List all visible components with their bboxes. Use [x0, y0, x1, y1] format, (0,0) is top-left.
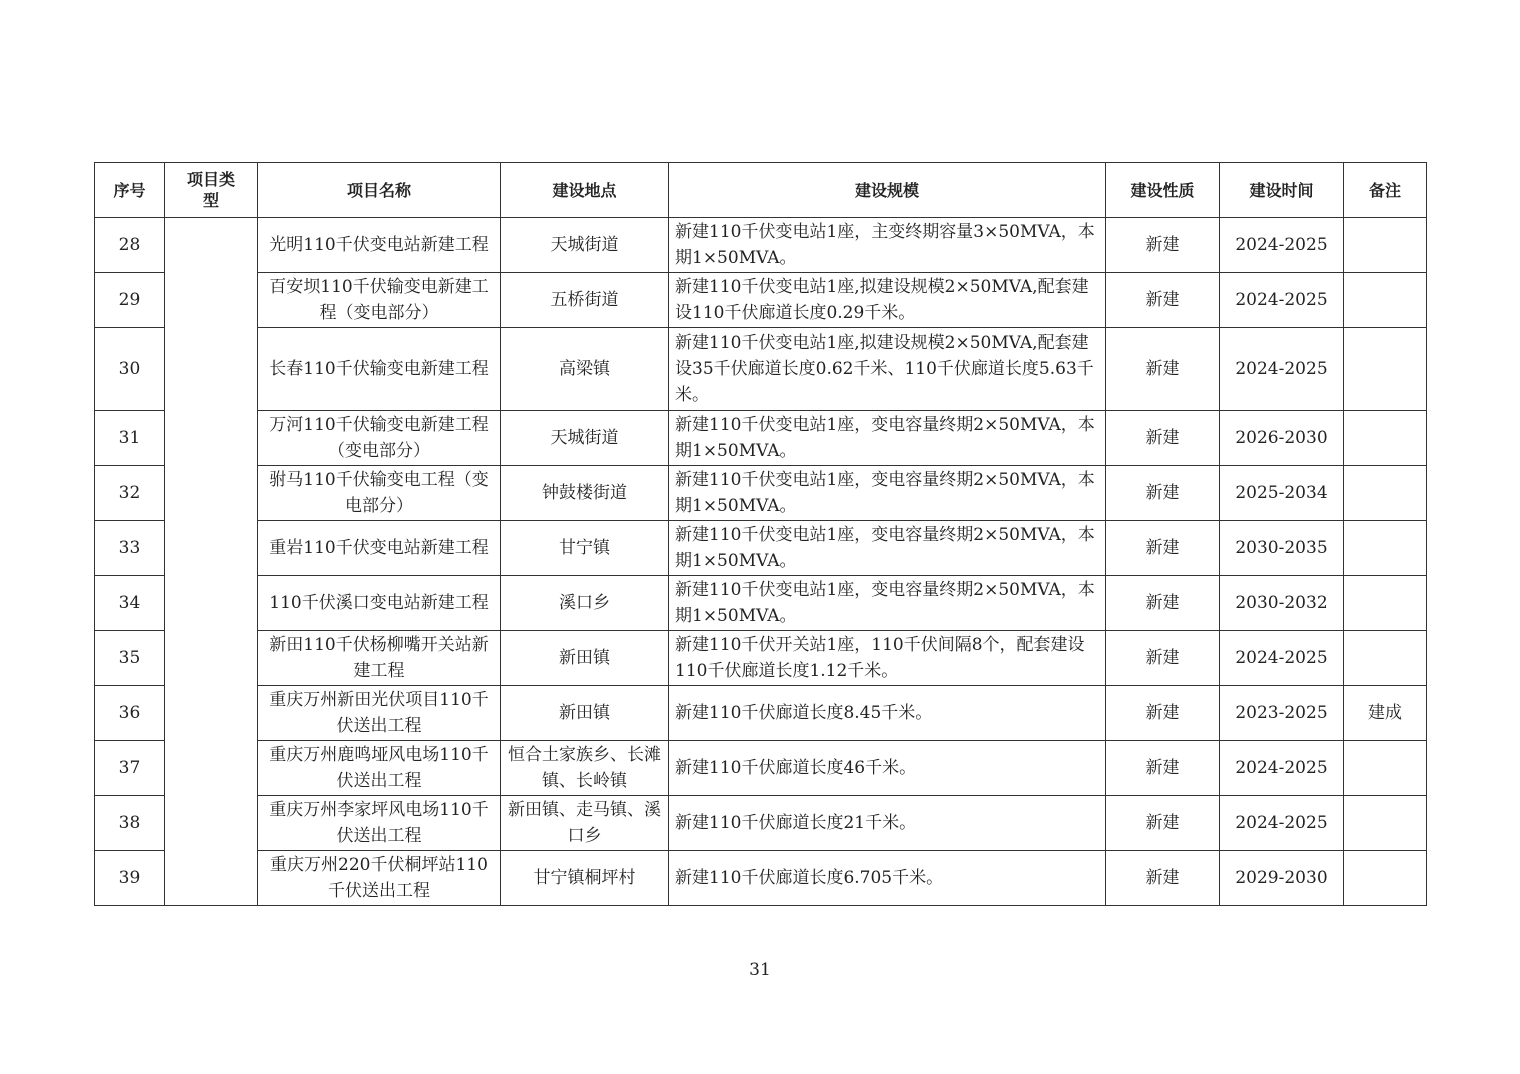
cell-note: [1344, 851, 1427, 906]
cell-note: [1344, 741, 1427, 796]
header-name: 项目名称: [258, 163, 501, 218]
cell-no: 37: [95, 741, 165, 796]
cell-nature: 新建: [1106, 796, 1220, 851]
table-row: [95, 273, 1427, 328]
cell-name: 重岩110千伏变电站新建工程: [258, 521, 501, 576]
cell-nature: 新建: [1106, 741, 1220, 796]
cell-nature: 新建: [1106, 328, 1220, 411]
cell-place: 天城街道: [501, 218, 669, 273]
cell-scale: 新建110千伏变电站1座,拟建设规模2×50MVA,配套建设110千伏廊道长度0.29千米。: [669, 273, 1106, 328]
cell-time: 2029-2030: [1220, 851, 1344, 906]
cell-note: [1344, 466, 1427, 521]
cell-name: 百安坝110千伏输变电新建工程（变电部分）: [258, 273, 501, 328]
cell-note: [1344, 576, 1427, 631]
cell-time: 2026-2030: [1220, 411, 1344, 466]
cell-scale: 新建110千伏变电站1座，变电容量终期2×50MVA，本期1×50MVA。: [669, 466, 1106, 521]
cell-place: 甘宁镇桐坪村: [501, 851, 669, 906]
cell-place: 钟鼓楼街道: [501, 466, 669, 521]
cell-time: 2024-2025: [1220, 218, 1344, 273]
cell-place: 甘宁镇: [501, 521, 669, 576]
table-row: [95, 631, 1427, 686]
table-row: [95, 521, 1427, 576]
cell-name: 长春110千伏输变电新建工程: [258, 328, 501, 411]
cell-no: 31: [95, 411, 165, 466]
cell-scale: 新建110千伏廊道长度8.45千米。: [669, 686, 1106, 741]
cell-nature: 新建: [1106, 218, 1220, 273]
cell-note: [1344, 328, 1427, 411]
cell-no: 38: [95, 796, 165, 851]
cell-place: 高梁镇: [501, 328, 669, 411]
cell-scale: 新建110千伏变电站1座，主变终期容量3×50MVA，本期1×50MVA。: [669, 218, 1106, 273]
cell-name: 重庆万州鹿鸣垭风电场110千伏送出工程: [258, 741, 501, 796]
cell-time: 2023-2025: [1220, 686, 1344, 741]
table-row: [95, 576, 1427, 631]
cell-name: 重庆万州220千伏桐坪站110千伏送出工程: [258, 851, 501, 906]
cell-time: 2024-2025: [1220, 741, 1344, 796]
cell-time: 2024-2025: [1220, 328, 1344, 411]
cell-place: 新田镇、走马镇、溪口乡: [501, 796, 669, 851]
header-scale: 建设规模: [669, 163, 1106, 218]
cell-scale: 新建110千伏变电站1座，变电容量终期2×50MVA，本期1×50MVA。: [669, 576, 1106, 631]
cell-time: 2025-2034: [1220, 466, 1344, 521]
cell-name: 驸马110千伏输变电工程（变电部分）: [258, 466, 501, 521]
cell-no: 36: [95, 686, 165, 741]
cell-time: 2030-2035: [1220, 521, 1344, 576]
table-header-row: [95, 163, 1427, 218]
header-place: 建设地点: [501, 163, 669, 218]
project-table: [94, 162, 1427, 906]
cell-no: 39: [95, 851, 165, 906]
table-row: [95, 686, 1427, 741]
cell-scale: 新建110千伏变电站1座，变电容量终期2×50MVA，本期1×50MVA。: [669, 521, 1106, 576]
header-type: 项目类型: [165, 163, 258, 218]
cell-name: 光明110千伏变电站新建工程: [258, 218, 501, 273]
cell-nature: 新建: [1106, 686, 1220, 741]
cell-nature: 新建: [1106, 273, 1220, 328]
cell-nature: 新建: [1106, 631, 1220, 686]
cell-time: 2030-2032: [1220, 576, 1344, 631]
cell-place: 天城街道: [501, 411, 669, 466]
header-no: 序号: [95, 163, 165, 218]
cell-no: 28: [95, 218, 165, 273]
cell-time: 2024-2025: [1220, 796, 1344, 851]
cell-type-merged: [165, 218, 258, 906]
cell-note: [1344, 631, 1427, 686]
table-row: [95, 796, 1427, 851]
table-row: [95, 741, 1427, 796]
cell-scale: 新建110千伏廊道长度46千米。: [669, 741, 1106, 796]
cell-no: 34: [95, 576, 165, 631]
cell-time: 2024-2025: [1220, 631, 1344, 686]
table-row: [95, 218, 1427, 273]
cell-scale: 新建110千伏廊道长度6.705千米。: [669, 851, 1106, 906]
cell-place: 溪口乡: [501, 576, 669, 631]
cell-nature: 新建: [1106, 411, 1220, 466]
cell-nature: 新建: [1106, 466, 1220, 521]
cell-name: 新田110千伏杨柳嘴开关站新建工程: [258, 631, 501, 686]
cell-nature: 新建: [1106, 851, 1220, 906]
cell-no: 30: [95, 328, 165, 411]
cell-place: 五桥街道: [501, 273, 669, 328]
cell-nature: 新建: [1106, 576, 1220, 631]
table-row: [95, 466, 1427, 521]
header-time: 建设时间: [1220, 163, 1344, 218]
cell-no: 32: [95, 466, 165, 521]
table-row: [95, 411, 1427, 466]
page-number: 31: [749, 960, 771, 980]
cell-note: [1344, 521, 1427, 576]
header-note: 备注: [1344, 163, 1427, 218]
cell-name: 重庆万州新田光伏项目110千伏送出工程: [258, 686, 501, 741]
cell-scale: 新建110千伏廊道长度21千米。: [669, 796, 1106, 851]
cell-scale: 新建110千伏开关站1座，110千伏间隔8个，配套建设110千伏廊道长度1.12千米。: [669, 631, 1106, 686]
table-row: [95, 851, 1427, 906]
header-nature: 建设性质: [1106, 163, 1220, 218]
cell-note: [1344, 796, 1427, 851]
cell-no: 33: [95, 521, 165, 576]
cell-name: 重庆万州李家坪风电场110千伏送出工程: [258, 796, 501, 851]
cell-scale: 新建110千伏变电站1座,拟建设规模2×50MVA,配套建设35千伏廊道长度0.62千米、110千伏廊道长度5.63千米。: [669, 328, 1106, 411]
cell-place: 新田镇: [501, 686, 669, 741]
cell-place: 新田镇: [501, 631, 669, 686]
cell-no: 29: [95, 273, 165, 328]
cell-note: 建成: [1344, 686, 1427, 741]
cell-no: 35: [95, 631, 165, 686]
cell-name: 万河110千伏输变电新建工程（变电部分）: [258, 411, 501, 466]
cell-place: 恒合土家族乡、长滩镇、长岭镇: [501, 741, 669, 796]
table-row: [95, 328, 1427, 411]
cell-time: 2024-2025: [1220, 273, 1344, 328]
cell-scale: 新建110千伏变电站1座，变电容量终期2×50MVA，本期1×50MVA。: [669, 411, 1106, 466]
cell-note: [1344, 218, 1427, 273]
cell-name: 110千伏溪口变电站新建工程: [258, 576, 501, 631]
cell-note: [1344, 273, 1427, 328]
cell-nature: 新建: [1106, 521, 1220, 576]
cell-note: [1344, 411, 1427, 466]
